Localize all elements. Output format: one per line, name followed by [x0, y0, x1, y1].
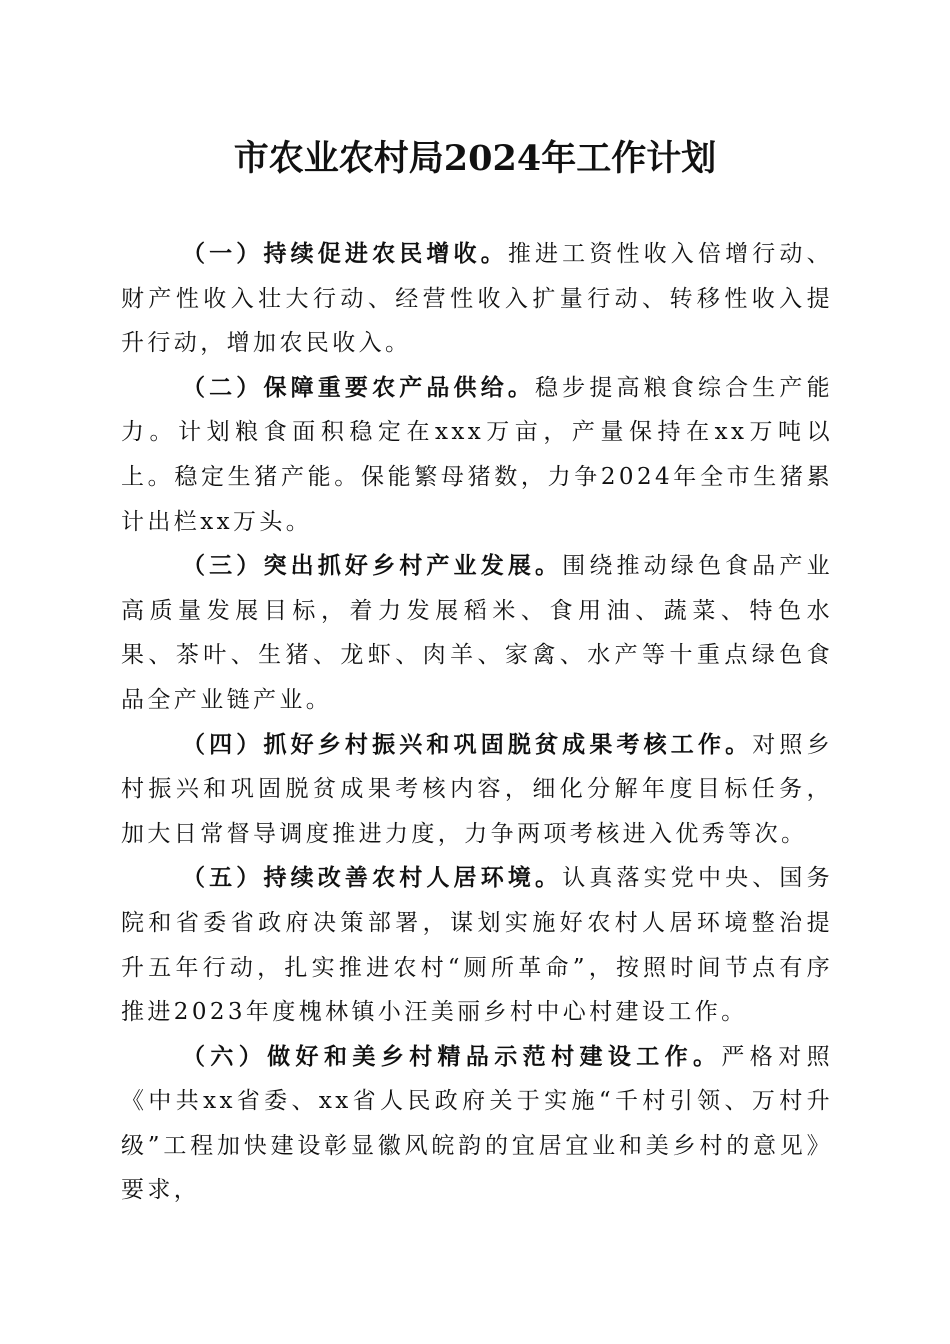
paragraph-6 — [121, 1035, 833, 1213]
paragraph-5 — [121, 856, 833, 1034]
paragraph-4 — [121, 723, 833, 857]
paragraph-heading: （五）持续改善农村人居环境。 — [182, 865, 563, 892]
paragraph-2 — [121, 366, 833, 544]
paragraph-1 — [121, 232, 833, 366]
paragraph-heading: （三）突出抓好乡村产业发展。 — [182, 553, 563, 580]
paragraph-heading: （四）抓好乡村振兴和巩固脱贫成果考核工作。 — [182, 731, 753, 758]
paragraph-text: 对照乡村振兴和巩固脱贫成果考核内容，细化分解年度目标任务，加大日常督导调度推进力度，力争两项考核进入优秀等次。 — [121, 731, 833, 847]
document-body — [121, 232, 833, 1213]
paragraph-text: 围绕推动绿色食品产业高质量发展目标，着力发展稻米、食用油、蔬菜、特色水果、茶叶、生猪、龙虾、肉羊、家禽、水产等十重点绿色食品全产业链产业。 — [121, 553, 833, 713]
paragraph-text: 严格对照《中共xx省委、xx省人民政府关于实施“千村引领、万村升级”工程加快建设彰显徽风皖韵的宜居宜业和美乡村的意见》要求， — [121, 1043, 833, 1204]
paragraph-text: 稳步提高粮食综合生产能力。计划粮食面积稳定在xxx万亩，产量保持在xx万吨以上。稳定生猪产能。保能繁母猪数，力争2024年全市生猪累计出栏xx万头。 — [121, 374, 833, 535]
paragraph-heading: （一）持续促进农民增收。 — [182, 241, 508, 267]
paragraph-3 — [121, 544, 833, 722]
paragraph-text: 认真落实党中央、国务院和省委省政府决策部署，谋划实施好农村人居环境整治提升五年行动，扎实推进农村“厕所革命”，按照时间节点有序推进2023年度槐林镇小汪美丽乡村中心村建设工作。 — [121, 865, 833, 1026]
paragraph-heading: （二）保障重要农产品供给。 — [182, 374, 536, 401]
paragraph-heading: （六）做好和美乡村精品示范村建设工作。 — [182, 1043, 722, 1070]
document-title: 市农业农村局2024年工作计划 — [233, 138, 717, 179]
paragraph-text: 推进工资性收入倍增行动、财产性收入壮大行动、经营性收入扩量行动、转移性收入提升行动，增加农民收入。 — [121, 241, 833, 357]
